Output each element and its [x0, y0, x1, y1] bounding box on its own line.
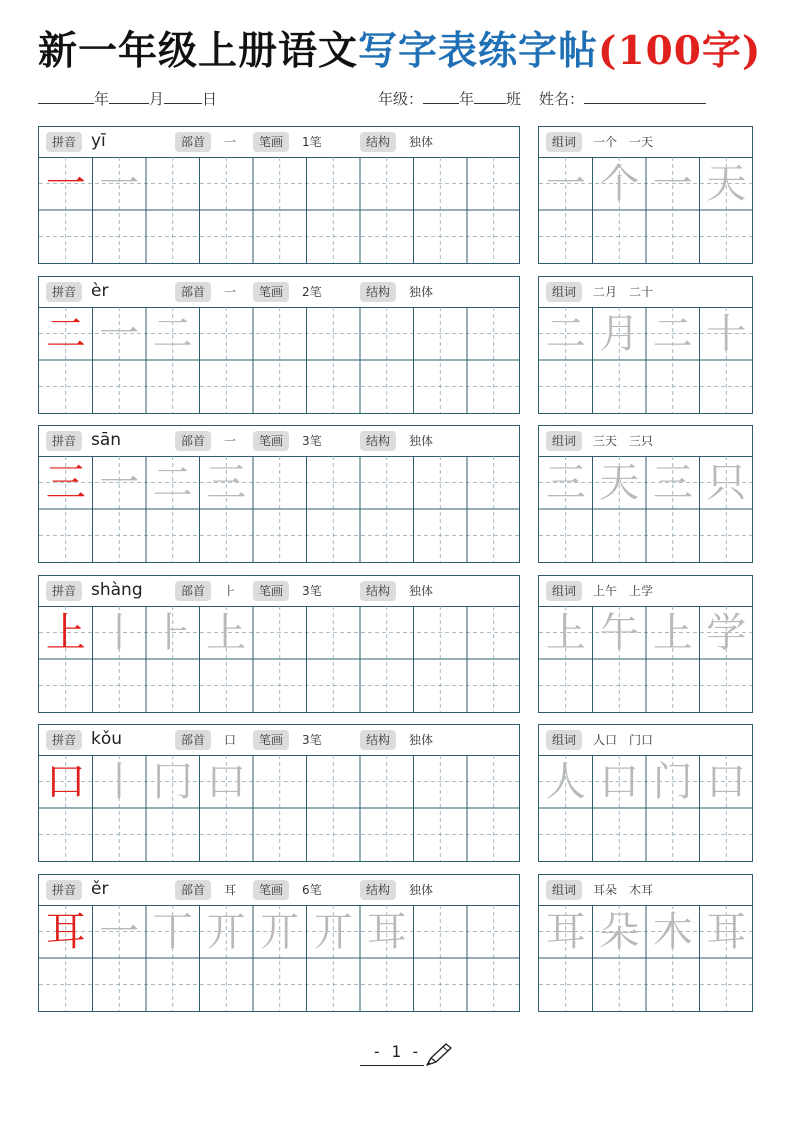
structure-value: 独体 — [409, 883, 434, 897]
word-trace-char: 木 — [652, 908, 693, 955]
word-trace-cell[interactable] — [593, 307, 647, 360]
words-block — [538, 126, 753, 264]
pinyin-value: èr — [91, 281, 109, 301]
grade-blank[interactable] — [423, 89, 459, 104]
words-value: 二月 二十 — [593, 285, 654, 299]
trace-char: 口 — [206, 758, 247, 805]
writing-grid — [39, 456, 519, 562]
words-header — [539, 875, 752, 906]
char-info-header — [39, 277, 519, 308]
word-trace-char: 朵 — [599, 908, 640, 955]
radical-value: 一 — [224, 434, 237, 448]
words-header — [539, 426, 752, 457]
structure-tag: 结构 — [360, 132, 396, 152]
word-trace-char: 只 — [706, 459, 747, 506]
char-block — [38, 126, 520, 264]
word-trace-char: 二 — [652, 310, 693, 357]
trace-char-cell[interactable] — [146, 456, 200, 509]
word-trace-cell[interactable] — [593, 456, 647, 509]
title-main: 新一年级上册语文 — [38, 28, 359, 74]
date-line — [38, 88, 217, 114]
structure-value: 独体 — [409, 434, 434, 448]
trace-char: 丌 — [313, 908, 354, 955]
radical-value: 耳 — [224, 883, 237, 897]
char-info-header — [39, 576, 519, 607]
trace-char-cell[interactable] — [200, 755, 254, 808]
page-footer — [360, 1038, 460, 1072]
model-char-cell — [39, 606, 93, 659]
radical-tag: 部首 — [175, 431, 211, 451]
grade-class-label: 班 — [506, 90, 522, 108]
trace-char-cell[interactable] — [200, 456, 254, 509]
trace-char-cell[interactable] — [307, 905, 361, 958]
word-trace-cell[interactable] — [646, 456, 700, 509]
pinyin-value: ěr — [91, 879, 109, 899]
pinyin-tag: 拼音 — [46, 431, 82, 451]
word-trace-cell[interactable] — [700, 456, 754, 509]
word-trace-cell[interactable] — [539, 456, 593, 509]
word-trace-cell[interactable] — [539, 606, 593, 659]
words-value: 三天 三只 — [593, 434, 654, 448]
trace-char: 一 — [99, 160, 140, 207]
page-title — [38, 20, 761, 76]
model-char: 上 — [45, 609, 86, 656]
words-tag: 组词 — [546, 581, 582, 601]
pinyin-tag: 拼音 — [46, 730, 82, 750]
writing-grid — [39, 606, 519, 712]
word-trace-char: 一 — [545, 160, 586, 207]
trace-char-cell[interactable] — [200, 606, 254, 659]
year-blank[interactable] — [38, 89, 94, 104]
words-tag: 组词 — [546, 431, 582, 451]
words-grid — [539, 157, 752, 263]
word-trace-char: 午 — [599, 609, 640, 656]
radical-value: 一 — [224, 285, 237, 299]
radical-tag: 部首 — [175, 730, 211, 750]
trace-char-cell[interactable] — [360, 905, 414, 958]
trace-char-cell[interactable] — [93, 755, 147, 808]
word-trace-char: 耳 — [545, 908, 586, 955]
day-blank[interactable] — [164, 89, 202, 104]
word-trace-char: 人 — [545, 758, 586, 805]
word-trace-cell[interactable] — [646, 157, 700, 210]
word-trace-char: 一 — [652, 160, 693, 207]
strokes-value: 3笔 — [302, 434, 322, 448]
words-block — [538, 425, 753, 563]
words-grid — [539, 905, 752, 1011]
trace-char: ⺊ — [152, 609, 193, 656]
word-trace-cell[interactable] — [646, 307, 700, 360]
char-block — [38, 575, 520, 713]
trace-char: 一 — [99, 908, 140, 955]
trace-char: 三 — [206, 459, 247, 506]
word-trace-char: 上 — [545, 609, 586, 656]
strokes-value: 1笔 — [302, 135, 322, 149]
month-blank[interactable] — [109, 89, 149, 104]
words-header — [539, 127, 752, 158]
radical-tag: 部首 — [175, 132, 211, 152]
word-trace-cell[interactable] — [539, 307, 593, 360]
structure-value: 独体 — [409, 733, 434, 747]
trace-char-cell[interactable] — [93, 606, 147, 659]
radical-value: 口 — [224, 733, 237, 747]
trace-char-cell[interactable] — [146, 755, 200, 808]
word-trace-cell[interactable] — [700, 307, 754, 360]
words-value: 一个 一天 — [593, 135, 654, 149]
name-label: 姓名： — [539, 90, 585, 108]
trace-char: 丨 — [99, 758, 140, 805]
trace-char-cell[interactable] — [93, 157, 147, 210]
structure-value: 独体 — [409, 584, 434, 598]
word-trace-char: 天 — [706, 160, 747, 207]
date-month-label: 月 — [149, 90, 165, 108]
char-block — [38, 874, 520, 1012]
structure-tag: 结构 — [360, 282, 396, 302]
words-header — [539, 277, 752, 308]
model-char-cell — [39, 307, 93, 360]
pinyin-tag: 拼音 — [46, 581, 82, 601]
trace-char-cell[interactable] — [146, 905, 200, 958]
char-info-header — [39, 875, 519, 906]
words-block — [538, 575, 753, 713]
trace-char-cell[interactable] — [93, 456, 147, 509]
word-trace-char: 二 — [545, 310, 586, 357]
footer-underline — [360, 1065, 424, 1066]
char-block — [38, 276, 520, 414]
radical-tag: 部首 — [175, 880, 211, 900]
word-trace-char: 耳 — [706, 908, 747, 955]
strokes-tag: 笔画 — [253, 581, 289, 601]
char-info-header — [39, 426, 519, 457]
char-block — [38, 724, 520, 862]
strokes-value: 3笔 — [302, 733, 322, 747]
strokes-tag: 笔画 — [253, 431, 289, 451]
word-trace-char: 三 — [652, 459, 693, 506]
word-trace-cell[interactable] — [593, 755, 647, 808]
trace-char: 冂 — [152, 758, 193, 805]
trace-char: 二 — [152, 459, 193, 506]
model-char: 二 — [45, 310, 86, 357]
radical-tag: 部首 — [175, 282, 211, 302]
word-trace-char: 个 — [599, 160, 640, 207]
trace-char: 二 — [152, 310, 193, 357]
trace-char-cell[interactable] — [253, 905, 307, 958]
word-trace-cell[interactable] — [700, 157, 754, 210]
title-count: (100字) — [598, 28, 762, 74]
word-trace-cell[interactable] — [593, 606, 647, 659]
model-char: 口 — [45, 758, 86, 805]
words-grid — [539, 456, 752, 562]
strokes-tag: 笔画 — [253, 132, 289, 152]
pinyin-value: kǒu — [91, 729, 123, 749]
trace-char-cell[interactable] — [93, 905, 147, 958]
pinyin-value: sān — [91, 430, 122, 450]
word-trace-char: 十 — [706, 310, 747, 357]
model-char-cell — [39, 905, 93, 958]
model-char: 耳 — [45, 908, 86, 955]
words-grid — [539, 755, 752, 861]
trace-char-cell[interactable] — [200, 905, 254, 958]
pinyin-tag: 拼音 — [46, 880, 82, 900]
words-block — [538, 874, 753, 1012]
writing-grid — [39, 307, 519, 413]
trace-char: 丅 — [152, 908, 193, 955]
word-trace-cell[interactable] — [539, 157, 593, 210]
words-tag: 组词 — [546, 132, 582, 152]
writing-grid — [39, 157, 519, 263]
date-year-label: 年 — [94, 90, 110, 108]
word-trace-char: 月 — [599, 310, 640, 357]
word-trace-char: 上 — [652, 609, 693, 656]
writing-grid — [39, 905, 519, 1011]
model-char: 三 — [45, 459, 86, 506]
words-value: 上午 上学 — [593, 584, 654, 598]
structure-tag: 结构 — [360, 581, 396, 601]
radical-value: 一 — [224, 135, 237, 149]
words-tag: 组词 — [546, 730, 582, 750]
writing-grid — [39, 755, 519, 861]
word-trace-cell[interactable] — [700, 905, 754, 958]
words-value: 耳朵 木耳 — [593, 883, 654, 897]
word-trace-cell[interactable] — [593, 157, 647, 210]
words-tag: 组词 — [546, 282, 582, 302]
radical-value: ⺊ — [224, 584, 237, 598]
trace-char: 丌 — [206, 908, 247, 955]
trace-char-cell[interactable] — [146, 307, 200, 360]
word-trace-cell[interactable] — [700, 755, 754, 808]
word-trace-char: 学 — [706, 609, 747, 656]
pinyin-tag: 拼音 — [46, 282, 82, 302]
char-info-header — [39, 725, 519, 756]
words-header — [539, 576, 752, 607]
words-tag: 组词 — [546, 880, 582, 900]
pinyin-value: shàng — [91, 580, 143, 600]
words-value: 人口 门口 — [593, 733, 654, 747]
char-block — [38, 425, 520, 563]
word-trace-cell[interactable] — [646, 606, 700, 659]
word-trace-cell[interactable] — [539, 905, 593, 958]
trace-char: 耳 — [366, 908, 407, 955]
word-trace-cell[interactable] — [593, 905, 647, 958]
strokes-value: 2笔 — [302, 285, 322, 299]
trace-char: 丌 — [259, 908, 300, 955]
pinyin-value: yī — [91, 131, 106, 151]
words-block — [538, 724, 753, 862]
student-line — [378, 88, 706, 114]
trace-char-cell[interactable] — [146, 606, 200, 659]
word-trace-char: 口 — [706, 758, 747, 805]
word-trace-cell[interactable] — [646, 755, 700, 808]
word-trace-char: 口 — [599, 758, 640, 805]
pinyin-tag: 拼音 — [46, 132, 82, 152]
word-trace-char: 门 — [652, 758, 693, 805]
word-trace-cell[interactable] — [700, 606, 754, 659]
strokes-tag: 笔画 — [253, 880, 289, 900]
word-trace-char: 三 — [545, 459, 586, 506]
word-trace-cell[interactable] — [646, 905, 700, 958]
title-sub: 写字表练字帖 — [358, 28, 599, 74]
char-info-header — [39, 127, 519, 158]
name-blank[interactable] — [584, 89, 706, 104]
structure-tag: 结构 — [360, 730, 396, 750]
trace-char: 丨 — [99, 609, 140, 656]
words-grid — [539, 307, 752, 413]
trace-char-cell[interactable] — [93, 307, 147, 360]
grade-year-label: 年 — [459, 90, 475, 108]
trace-char: 一 — [99, 459, 140, 506]
word-trace-cell[interactable] — [539, 755, 593, 808]
class-blank[interactable] — [474, 89, 506, 104]
model-char-cell — [39, 456, 93, 509]
grade-label: 年级： — [378, 90, 424, 108]
trace-char: 一 — [99, 310, 140, 357]
trace-char: 上 — [206, 609, 247, 656]
date-day-label: 日 — [202, 90, 218, 108]
structure-value: 独体 — [409, 135, 434, 149]
model-char-cell — [39, 755, 93, 808]
words-block — [538, 276, 753, 414]
pen-icon — [424, 1042, 454, 1072]
strokes-value: 6笔 — [302, 883, 322, 897]
structure-tag: 结构 — [360, 880, 396, 900]
strokes-tag: 笔画 — [253, 730, 289, 750]
page-number: - 1 - — [372, 1042, 421, 1061]
strokes-tag: 笔画 — [253, 282, 289, 302]
model-char-cell — [39, 157, 93, 210]
structure-tag: 结构 — [360, 431, 396, 451]
words-header — [539, 725, 752, 756]
model-char: 一 — [45, 160, 86, 207]
radical-tag: 部首 — [175, 581, 211, 601]
words-grid — [539, 606, 752, 712]
structure-value: 独体 — [409, 285, 434, 299]
strokes-value: 3笔 — [302, 584, 322, 598]
word-trace-char: 天 — [599, 459, 640, 506]
